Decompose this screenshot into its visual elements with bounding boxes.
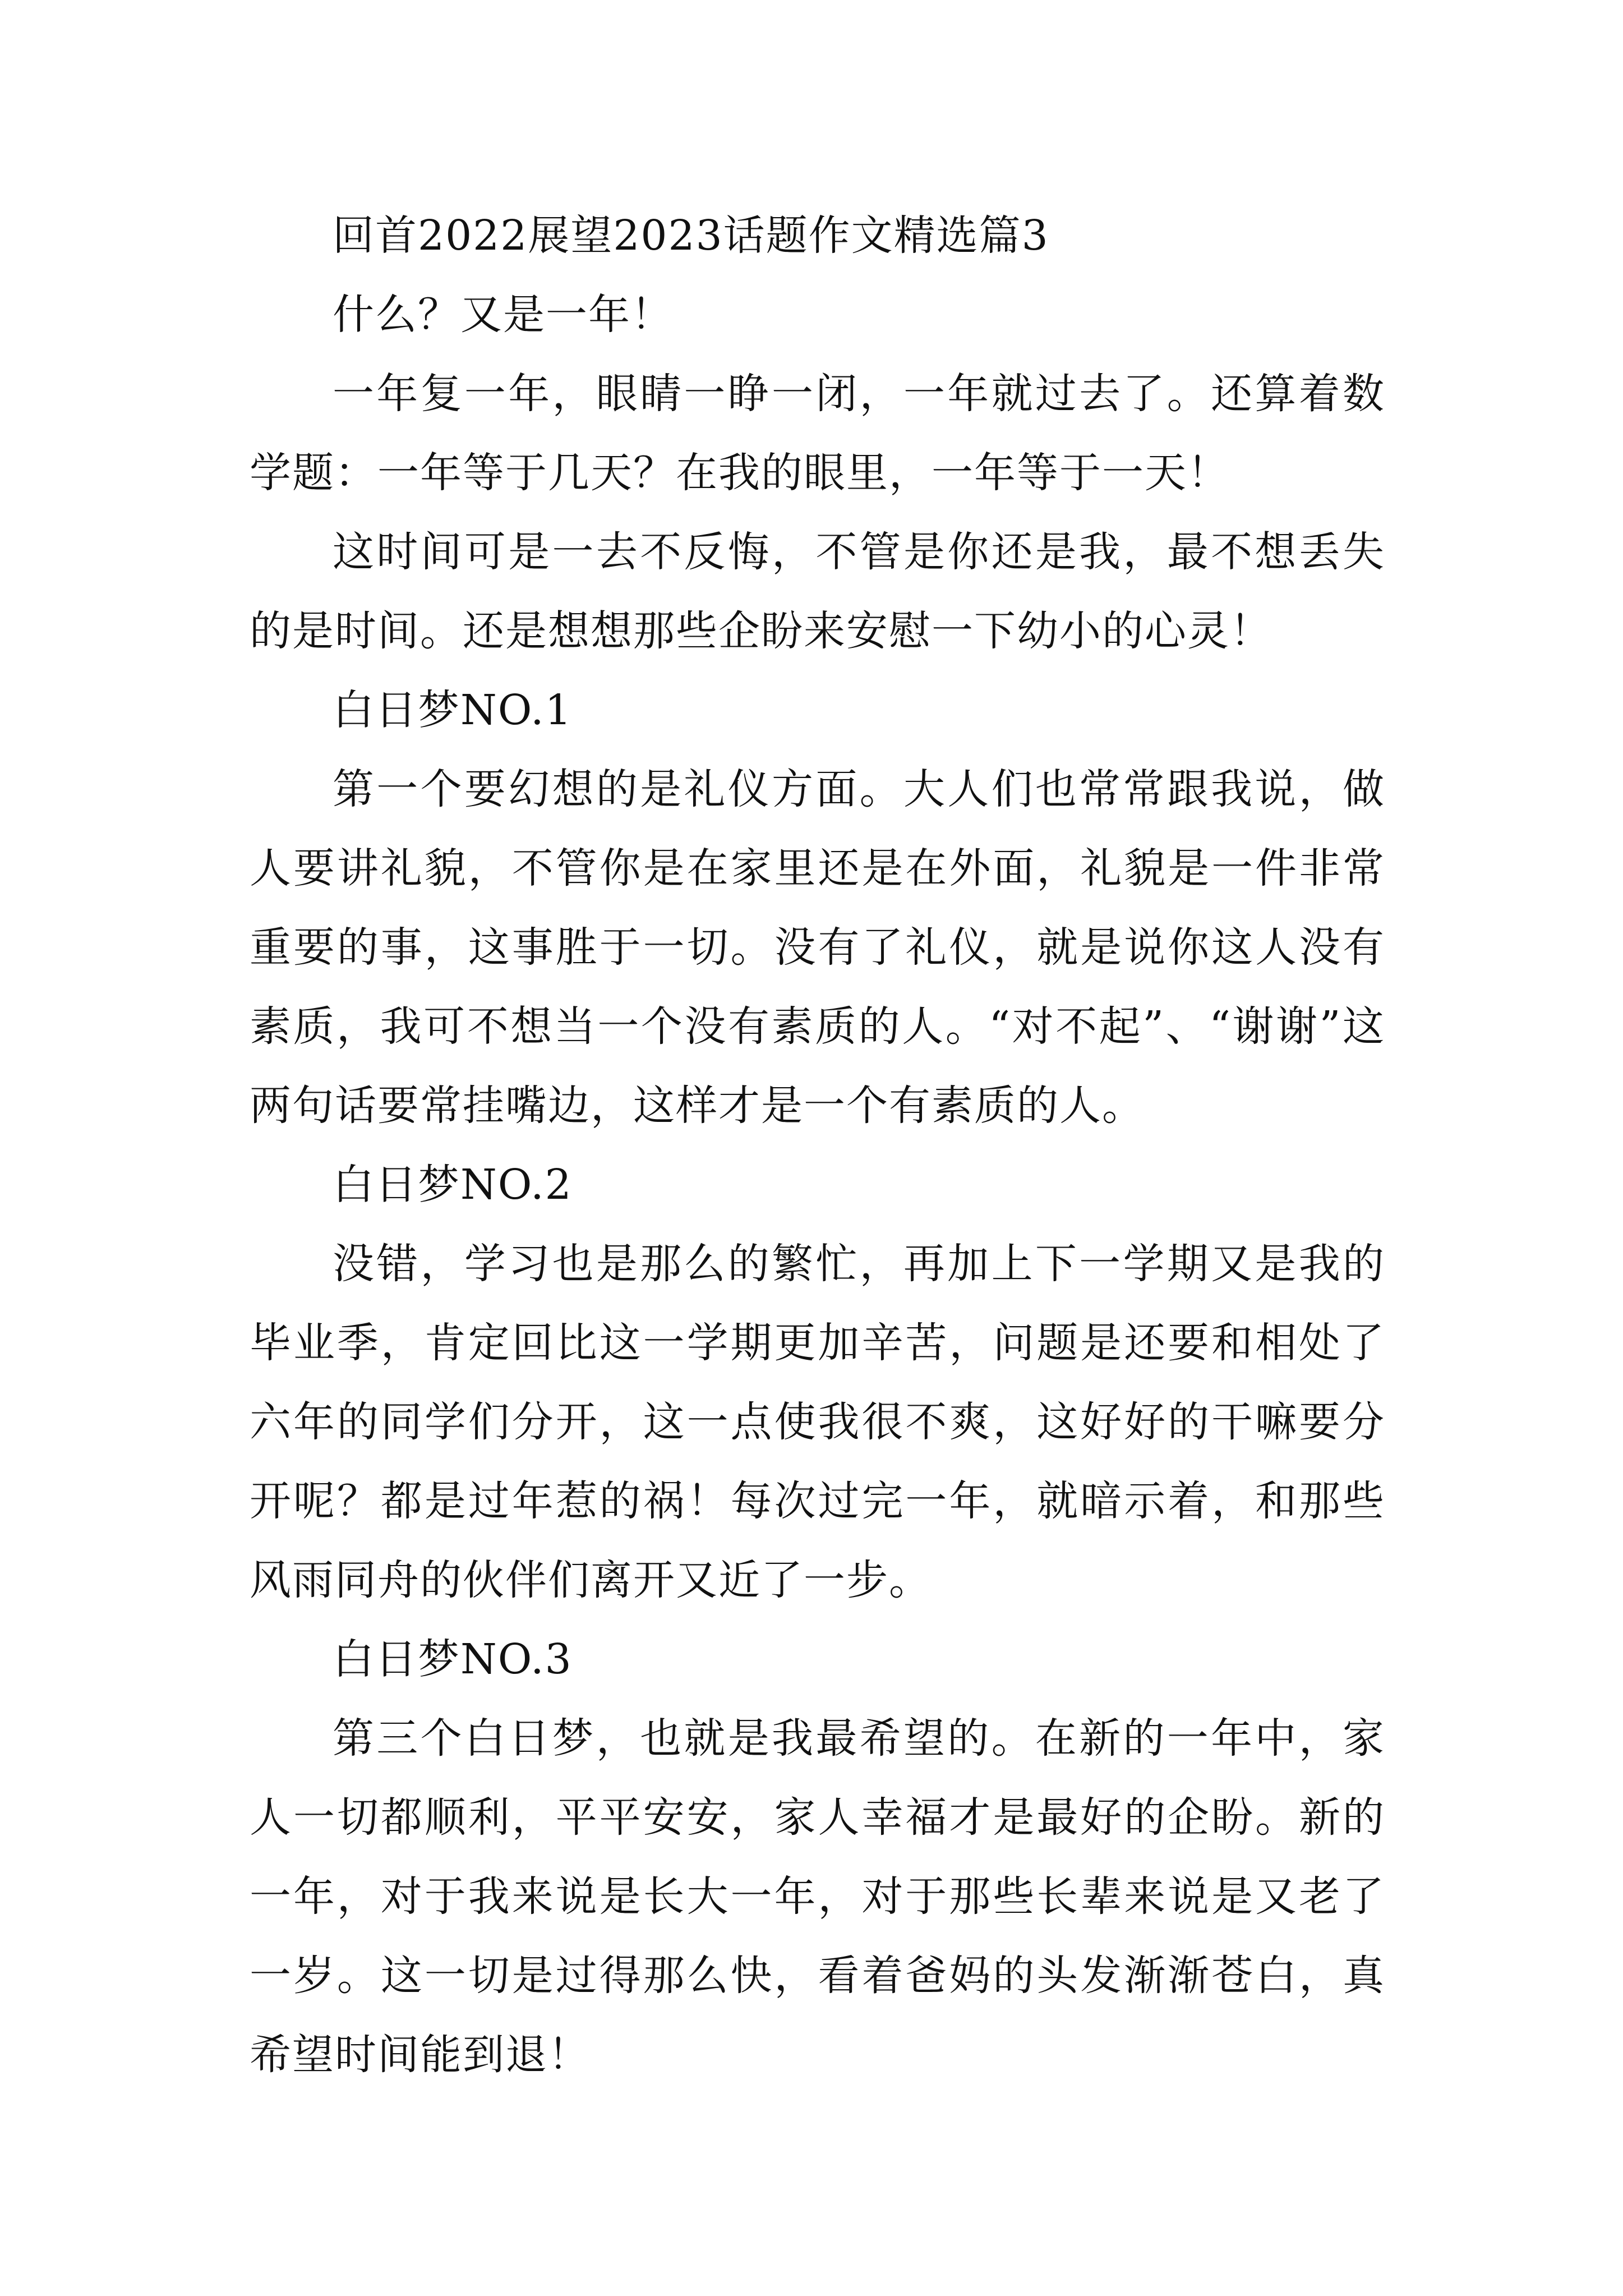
document-body xyxy=(250,196,1385,2095)
paragraph: 什么？又是一年！ xyxy=(333,291,674,339)
section-heading-dream-3: 白日梦NO.3 xyxy=(333,1635,573,1683)
paragraph: 第三个白日梦，也就是我最希望的。在新的一年中，家人一切都顺利，平平安安，家人幸福才是最好的企盼。新的一年，对于我来说是长大一年，对于那些长辈来说是又老了一岁。这一切是过得那么快，看着爸妈的头发渐渐苍白，真希望时间能到退！ xyxy=(250,1714,1385,2079)
paragraph: 没错，学习也是那么的繁忙，再加上下一学期又是我的毕业季，肯定回比这一学期更加辛苦，问题是还要和相处了六年的同学们分开，这一点使我很不爽，这好好的干嘛要分开呢？都是过年惹的祸！每次过完一年，就暗示着，和那些风雨同舟的伙伴们离开又近了一步。 xyxy=(250,1240,1385,1604)
section-heading-dream-2: 白日梦NO.2 xyxy=(333,1161,573,1209)
paragraph: 这时间可是一去不反悔，不管是你还是我，最不想丢失的是时间。还是想想那些企盼来安慰一下幼小的心灵！ xyxy=(250,528,1385,655)
document-title: 回首2022展望2023话题作文精选篇3 xyxy=(333,211,1049,260)
section-heading-dream-1: 白日梦NO.1 xyxy=(333,686,573,734)
paragraph: 一年复一年，眼睛一睁一闭，一年就过去了。还算着数学题：一年等于几天？在我的眼里，一年等于一天！ xyxy=(250,370,1385,497)
paragraph: 第一个要幻想的是礼仪方面。大人们也常常跟我说，做人要讲礼貌，不管你是在家里还是在外面，礼貌是一件非常重要的事，这事胜于一切。没有了礼仪，就是说你这人没有素质，我可不想当一个没有素质的人。“对不起”、“谢谢”这两句话要常挂嘴边，这样才是一个有素质的人。 xyxy=(250,765,1385,1130)
